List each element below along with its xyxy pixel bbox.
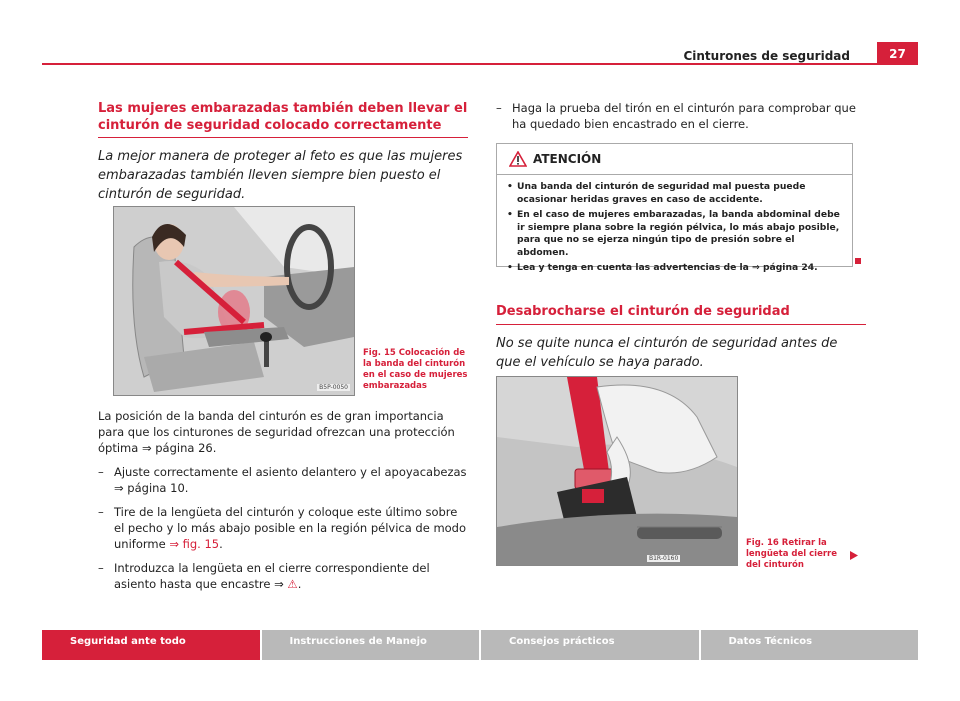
section-end-marker <box>855 258 861 264</box>
figure-16-image <box>496 376 738 566</box>
section-heading-rule <box>496 324 866 325</box>
section-heading-pregnant: Las mujeres embarazadas también deben llevar el cinturón de seguridad colocado correctamente <box>98 101 468 133</box>
header-rule <box>42 63 918 65</box>
pregnant-woman-seatbelt-illustration <box>114 207 354 395</box>
warning-link-icon[interactable]: ⚠ <box>287 577 298 591</box>
right-section <box>496 303 866 372</box>
footer-tab-instrucciones[interactable]: Instrucciones de Manejo <box>260 630 480 660</box>
section-heading-rule <box>98 137 468 138</box>
step-item <box>496 100 856 132</box>
left-body <box>98 408 468 600</box>
right-top-step <box>496 100 856 140</box>
continue-arrow-icon <box>850 551 858 560</box>
warning-header <box>497 144 852 175</box>
figure-15-caption: Fig. 15 Colocación de la banda del cinturón en el caso de mujeres embarazadas <box>363 348 468 391</box>
figure-15-link[interactable]: ⇒ fig. 15 <box>169 537 220 551</box>
warning-list <box>497 175 852 275</box>
section-heading-unbuckle: Desabrocharse el cinturón de seguridad <box>496 304 790 319</box>
warning-item: • Lea y tenga en cuenta las advertencias de la ⇒ página 24. <box>505 262 844 275</box>
figure-15-image <box>113 206 355 396</box>
step-item <box>98 504 468 552</box>
figure-16-code: B1R-0160 <box>649 555 679 562</box>
running-header-title: Cinturones de seguridad <box>683 49 850 63</box>
footer-tab-consejos[interactable]: Consejos prácticos <box>479 630 699 660</box>
step-tail: . <box>297 577 302 591</box>
warning-item: • En el caso de mujeres embarazadas, la banda abdominal debe ir siempre plana sobre la región pélvica, lo más abajo posible, para que no se ejerza ningún tipo de presión sobre el abdomen. <box>505 209 844 259</box>
step-item <box>98 464 468 496</box>
step-tail: . <box>219 537 223 551</box>
warning-item: • Una banda del cinturón de seguridad mal puesta puede ocasionar heridas graves en caso de accidente. <box>505 181 844 206</box>
warning-title: ATENCIÓN <box>533 152 602 166</box>
figure-15-code: B5P-0050 <box>319 384 348 391</box>
warning-triangle-icon <box>509 151 527 167</box>
warning-box <box>496 143 853 273</box>
section-intro-pregnant: La mejor manera de proteger al feto es que las mujeres embarazadas también lleven siempre bien puesto el cinturón de seguridad. <box>98 149 463 202</box>
footer-tab-seguridad[interactable]: Seguridad ante todo <box>42 630 260 660</box>
step-text: Haga la prueba del tirón en el cinturón para comprobar que ha quedado bien encastrado en el cierre. <box>512 101 856 131</box>
step-text: Introduzca la lengüeta en el cierre correspondiente del asiento hasta que encastre ⇒ <box>114 561 430 591</box>
left-section <box>98 100 468 204</box>
body-paragraph: La posición de la banda del cinturón es de gran importancia para que los cinturones de seguridad ofrezcan una protección óptima ⇒ página 26. <box>98 409 455 455</box>
page-number: 27 <box>877 42 918 65</box>
figure-16-caption: Fig. 16 Retirar la lengüeta del cierre del cinturón <box>746 538 837 570</box>
footer-tab-datos[interactable]: Datos Técnicos <box>699 630 919 660</box>
step-text: Ajuste correctamente el asiento delantero y el apoyacabezas ⇒ página 10. <box>114 465 467 495</box>
step-item <box>98 560 468 592</box>
step-text: Tire de la lengüeta del cinturón y coloque este último sobre el pecho y lo más abajo posible en la región pélvica de modo uniforme <box>114 505 467 551</box>
seatbelt-release-illustration <box>497 377 737 565</box>
section-intro-unbuckle: No se quite nunca el cinturón de seguridad antes de que el vehículo se haya parado. <box>496 336 838 370</box>
footer-nav <box>42 630 918 660</box>
